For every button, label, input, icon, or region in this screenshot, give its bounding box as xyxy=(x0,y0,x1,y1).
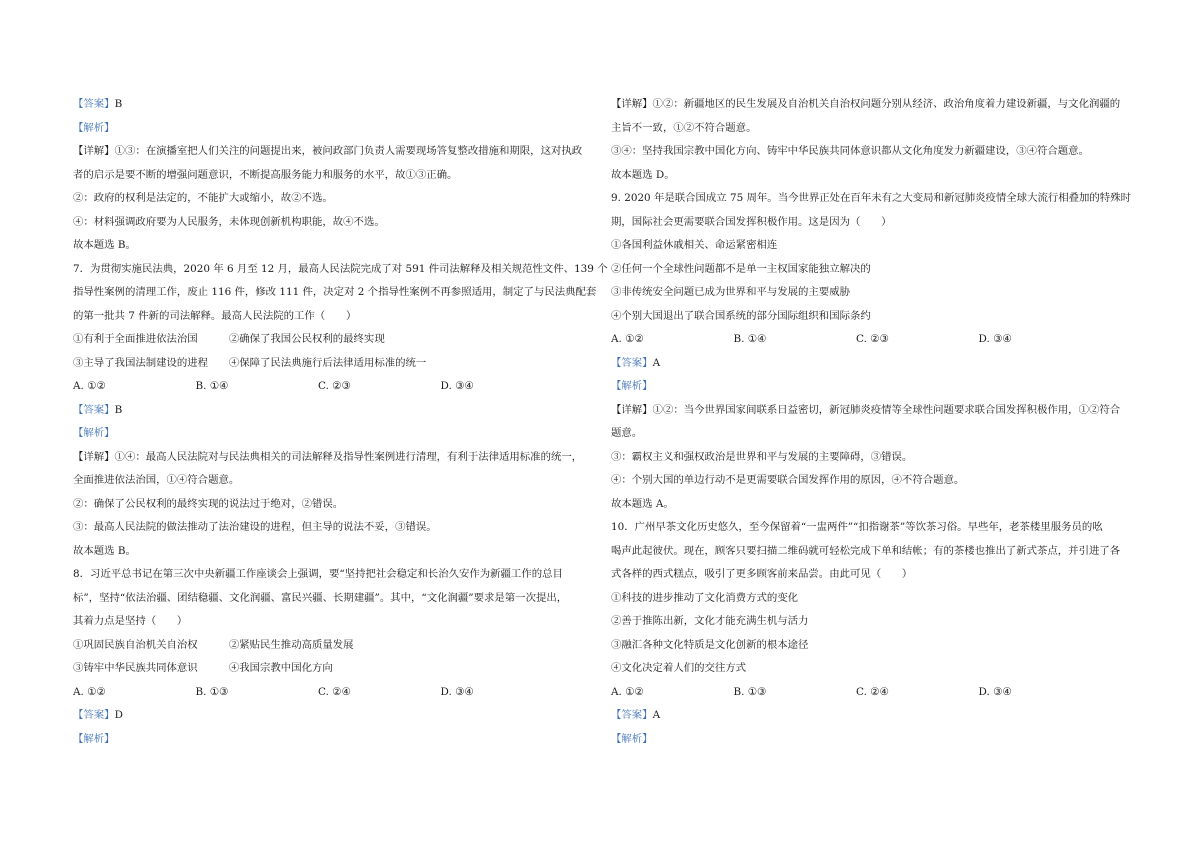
answer-line xyxy=(73,93,608,117)
left-column xyxy=(73,93,608,751)
section-tag: 【解析】 xyxy=(73,732,115,745)
answer-option: C. ②③ xyxy=(318,380,351,392)
answer-option: C. ②④ xyxy=(318,685,351,698)
analysis-line xyxy=(73,117,608,141)
answer-option: D. ③④ xyxy=(440,380,474,392)
analysis-line xyxy=(611,728,1146,752)
text-line: 故本题选 B。 xyxy=(73,544,136,557)
text-line: 故本题选 D。 xyxy=(611,168,675,181)
text-line: ②：确保了公民权利的最终实现的说法过于绝对，②错误。 xyxy=(73,497,344,510)
text-line: 题意。 xyxy=(611,427,643,439)
section-tag: 【答案】 xyxy=(73,709,115,721)
answer-option: A. ①② xyxy=(611,333,644,345)
section-tag: 【解析】 xyxy=(611,732,653,745)
text-line: 7．为贯彻实施民法典，2020 年 6 月至 12 月，最高人民法院完成了对 591 件司法解释及相关规范性文件、139 个 xyxy=(73,262,608,275)
analysis-line xyxy=(611,375,1146,399)
answer-option: A. ①② xyxy=(73,685,106,698)
text-line: 【详解】①④：最高人民法院对与民法典相关的司法解释及指导性案例进行清理，有利于法律适用标准的统一， xyxy=(73,450,583,463)
answer-option: B. ①③ xyxy=(733,685,767,698)
answer-options xyxy=(73,681,608,705)
answer-option: D. ③④ xyxy=(978,333,1012,345)
text-line: 期，国际社会更需要联合国发挥积极作用。这是因为（ ） xyxy=(611,215,892,228)
text-line: ④：材料强调政府要为人民服务，未体现创新机构职能，故④不选。 xyxy=(73,215,385,228)
text-line: ②：政府的权利是法定的，不能扩大或缩小，故②不选。 xyxy=(73,192,333,204)
answer-option: D. ③④ xyxy=(978,685,1012,698)
text-line: 故本题选 A。 xyxy=(611,497,674,510)
answer-line xyxy=(611,704,1146,728)
answer-option: B. ①④ xyxy=(195,380,229,392)
text-line: 【详解】①②：新疆地区的民生发展及自治机关自治权问题分别从经济、政治角度着力建设新疆，与文化润疆的 xyxy=(611,98,1121,110)
text-line: 主旨不一致，①②不符合题意。 xyxy=(611,121,757,134)
text-line: ③④：坚持我国宗教中国化方向、铸牢中华民族共同体意识都从文化角度发力新疆建设，③④符合题意。 xyxy=(611,145,1089,157)
text-line: 标”，坚持“依法治疆、团结稳疆、文化润疆、富民兴疆、长期建疆”。其中，“文化润疆”要求是第一次提出， xyxy=(73,591,568,604)
section-tag: 【解析】 xyxy=(73,427,115,439)
text-line: 式各样的西式糕点，吸引了更多顾客前来品尝。由此可见（ ） xyxy=(611,568,913,580)
analysis-line xyxy=(73,728,608,752)
text-line: 的第一批共 7 件新的司法解释。最高人民法院的工作（ ） xyxy=(73,309,357,322)
text-line: ③主导了我国法制建设的进程 ④保障了民法典施行后法律适用标准的统一 xyxy=(73,356,427,369)
text-line: 全面推进依法治国，①④符合题意。 xyxy=(73,474,240,486)
text-line: ①各国利益休戚相关、命运紧密相连 xyxy=(611,239,778,251)
text-line: ④个别大国退出了联合国系统的部分国际组织和国际条约 xyxy=(611,309,871,322)
answer-option: B. ①③ xyxy=(195,685,229,698)
text-line: 指导性案例的清理工作，废止 116 件，修改 111 件，决定对 2 个指导性案例不再参照适用，制定了与民法典配套 xyxy=(73,286,597,298)
answer-options xyxy=(611,328,1146,352)
answer-option: D. ③④ xyxy=(440,685,474,698)
answer-line xyxy=(611,352,1146,376)
analysis-line xyxy=(73,422,608,446)
text-line: 10．广州早茶文化历史悠久，至今保留着“一盅两件”“扣指谢茶”等饮茶习俗。早些年，老茶楼里服务员的吆 xyxy=(611,521,1103,533)
text-line: ②善于推陈出新，文化才能充满生机与活力 xyxy=(611,615,809,627)
section-tag: 【解析】 xyxy=(611,380,653,392)
text-line: 其着力点是坚持（ ） xyxy=(73,615,188,627)
answer-value: A xyxy=(652,709,661,721)
text-line: 9. 2020 年是联合国成立 75 周年。当今世界正处在百年未有之大变局和新冠肺炎疫情全球大流行相叠加的特殊时 xyxy=(611,192,1131,204)
text-line: ③融汇各种文化特质是文化创新的根本途径 xyxy=(611,638,809,651)
text-line: ②任何一个全球性问题都不是单一主权国家能独立解决的 xyxy=(611,262,871,275)
answer-line xyxy=(73,704,608,728)
text-line: ①有利于全面推进依法治国 ②确保了我国公民权利的最终实现 xyxy=(73,333,385,345)
section-tag: 【答案】 xyxy=(73,98,115,110)
section-tag: 【答案】 xyxy=(611,709,653,721)
text-line: 8．习近平总书记在第三次中央新疆工作座谈会上强调，要“坚持把社会稳定和长治久安作为新疆工作的总目 xyxy=(73,568,563,580)
text-line: ③铸牢中华民族共同体意识 ④我国宗教中国化方向 xyxy=(73,662,333,674)
answer-value: B xyxy=(114,403,123,416)
answer-value: B xyxy=(114,98,123,110)
text-line: ④文化决定着人们的交往方式 xyxy=(611,662,747,674)
answer-options xyxy=(73,375,608,399)
text-line: 喝声此起彼伏。现在，顾客只要扫描二维码就可轻松完成下单和结帐；有的茶楼也推出了新式茶点，并引进了各 xyxy=(611,544,1121,557)
text-line: 者的启示是要不断的增强问题意识，不断提高服务能力和服务的水平，故①③正确。 xyxy=(73,168,458,181)
answer-option: A. ①② xyxy=(611,685,644,698)
text-line: ④：个别大国的单边行动不是更需要联合国发挥作用的原因，④不符合题意。 xyxy=(611,474,965,486)
answer-option: C. ②④ xyxy=(856,685,889,698)
right-column xyxy=(611,93,1146,751)
answer-option: C. ②③ xyxy=(856,333,889,345)
answer-value: D xyxy=(114,709,123,721)
section-tag: 【解析】 xyxy=(73,121,115,134)
section-tag: 【答案】 xyxy=(73,403,115,416)
answer-options xyxy=(611,681,1146,705)
text-line: ③非传统安全问题已成为世界和平与发展的主要威胁 xyxy=(611,286,850,298)
text-line: ①科技的进步推动了文化消费方式的变化 xyxy=(611,591,799,604)
text-line: 【详解】①③：在演播室把人们关注的问题提出来，被问政部门负责人需要现场答复整改措施和期限，这对执政 xyxy=(73,145,583,157)
text-line: ③：最高人民法院的做法推动了法治建设的进程，但主导的说法不妥，③错误。 xyxy=(73,521,437,533)
answer-option: A. ①② xyxy=(73,380,106,392)
text-line: 【详解】①②：当今世界国家间联系日益密切，新冠肺炎疫情等全球性问题要求联合国发挥积极作用，①②符合 xyxy=(611,403,1121,416)
section-tag: 【答案】 xyxy=(611,356,653,369)
answer-option: B. ①④ xyxy=(733,333,767,345)
answer-line xyxy=(73,399,608,423)
text-line: 故本题选 B。 xyxy=(73,239,136,251)
answer-value: A xyxy=(652,356,661,369)
text-line: ③：霸权主义和强权政治是世界和平与发展的主要障碍，③错误。 xyxy=(611,450,913,463)
text-line: ①巩固民族自治机关自治权 ②紧贴民生推动高质量发展 xyxy=(73,638,354,651)
